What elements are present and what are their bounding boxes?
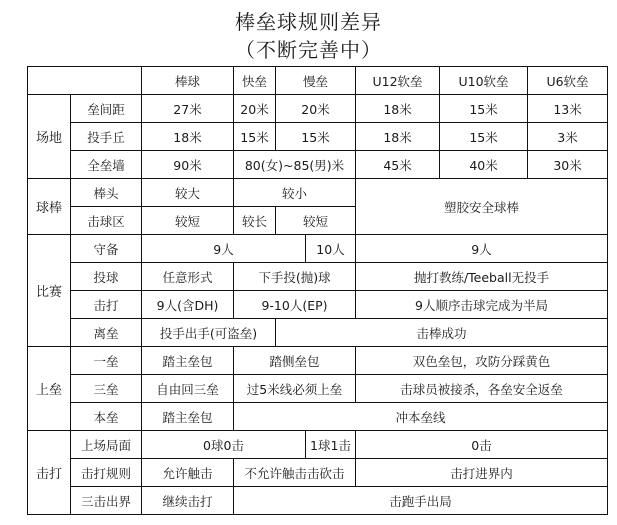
table-cell: 3米 [528, 123, 608, 151]
row-label: 击球区 [71, 207, 142, 235]
table-cell: 踏主垒包 [142, 403, 234, 431]
table-row [28, 263, 608, 291]
table-cell: 自由回三垒 [142, 375, 234, 403]
header-cell: U10软垒 [440, 67, 528, 95]
group-label: 场地 [28, 95, 71, 179]
table-cell: 9-10人(EP) [234, 291, 356, 319]
table-cell: 击跑手出局 [234, 487, 608, 515]
table-cell: 18米 [142, 123, 234, 151]
table-cell: 15米 [234, 123, 276, 151]
row-label: 投球 [71, 263, 142, 291]
table-cell: 塑胶安全球棒 [356, 179, 608, 235]
table-cell: 9人顺序击球完成为半局 [356, 291, 608, 319]
table-cell: 27米 [142, 95, 234, 123]
header-cell: 慢垒 [276, 67, 356, 95]
header-cell: U6软垒 [528, 67, 608, 95]
table-cell: 0球0击 [142, 431, 306, 459]
table-cell: 踏主垒包 [142, 347, 234, 375]
table-cell: 不允许触击击砍击 [234, 459, 356, 487]
group-label: 击打 [28, 431, 71, 515]
table-cell: 15米 [440, 95, 528, 123]
table-cell: 15米 [440, 123, 528, 151]
table-row [28, 431, 608, 459]
table-cell: 双色垒包，攻防分踩黄色 [356, 347, 608, 375]
row-label: 全垒墙 [71, 151, 142, 179]
table-cell: 30米 [528, 151, 608, 179]
table-cell: 较长 [234, 207, 276, 235]
table-cell: 15米 [276, 123, 356, 151]
row-label: 垒间距 [71, 95, 142, 123]
table-cell: 较短 [276, 207, 356, 235]
table-cell: 任意形式 [142, 263, 234, 291]
header-cell: 快垒 [234, 67, 276, 95]
table-cell: 45米 [356, 151, 440, 179]
table-cell: 9人 [142, 235, 306, 263]
table-cell: 冲本垒线 [234, 403, 608, 431]
table-cell: 较大 [142, 179, 234, 207]
table-row [28, 487, 608, 515]
table-row [28, 95, 608, 123]
row-label: 投手丘 [71, 123, 142, 151]
row-label: 三垒 [71, 375, 142, 403]
table-cell: 投手出手(可盗垒) [142, 319, 276, 347]
row-label: 一垒 [71, 347, 142, 375]
group-label: 上垒 [28, 347, 71, 431]
header-cell: U12软垒 [356, 67, 440, 95]
row-label: 棒头 [71, 179, 142, 207]
table-cell: 13米 [528, 95, 608, 123]
group-label: 球棒 [28, 179, 71, 235]
table-cell: 9人(含DH) [142, 291, 234, 319]
table-row [28, 375, 608, 403]
table-cell: 击球员被接杀，各垒安全返垒 [356, 375, 608, 403]
table-cell: 20米 [234, 95, 276, 123]
table-row [28, 319, 608, 347]
table-row [28, 123, 608, 151]
table-cell: 允许触击 [142, 459, 234, 487]
row-label: 离垒 [71, 319, 142, 347]
table-cell: 较短 [142, 207, 234, 235]
table-cell: 10人 [306, 235, 356, 263]
table-row [28, 235, 608, 263]
table-cell: 1球1击 [306, 431, 356, 459]
table-cell: 40米 [440, 151, 528, 179]
table-cell: 20米 [276, 95, 356, 123]
table-cell: 击棒成功 [276, 319, 608, 347]
row-label: 守备 [71, 235, 142, 263]
table-row [28, 347, 608, 375]
row-label: 三击出界 [71, 487, 142, 515]
row-label: 击打 [71, 291, 142, 319]
table-cell: 继续击打 [142, 487, 234, 515]
group-label: 比赛 [28, 235, 71, 347]
table-row [28, 459, 608, 487]
page-title: 棒垒球规则差异 [235, 10, 382, 34]
rules-table [27, 66, 608, 515]
table-row [28, 151, 608, 179]
table-row [28, 291, 608, 319]
header-cell: 棒球 [142, 67, 234, 95]
table-header-row [28, 67, 608, 95]
table-cell: 击打进界内 [356, 459, 608, 487]
table-cell: 18米 [356, 95, 440, 123]
table-cell: 18米 [356, 123, 440, 151]
table-cell: 80(女)~85(男)米 [234, 151, 356, 179]
table-row [28, 179, 608, 207]
table-cell: 0击 [356, 431, 608, 459]
header-corner [28, 67, 142, 95]
row-label: 上场局面 [71, 431, 142, 459]
table-cell: 90米 [142, 151, 234, 179]
table-cell: 9人 [356, 235, 608, 263]
page-subtitle: （不断完善中） [235, 38, 382, 62]
table-cell: 踏侧垒包 [234, 347, 356, 375]
row-label: 本垒 [71, 403, 142, 431]
table-cell: 较小 [234, 179, 356, 207]
table-row [28, 403, 608, 431]
table-cell: 下手投(抛)球 [234, 263, 356, 291]
row-label: 击打规则 [71, 459, 142, 487]
table-cell: 抛打教练/Teeball无投手 [356, 263, 608, 291]
table-cell: 过5米线必须上垒 [234, 375, 356, 403]
